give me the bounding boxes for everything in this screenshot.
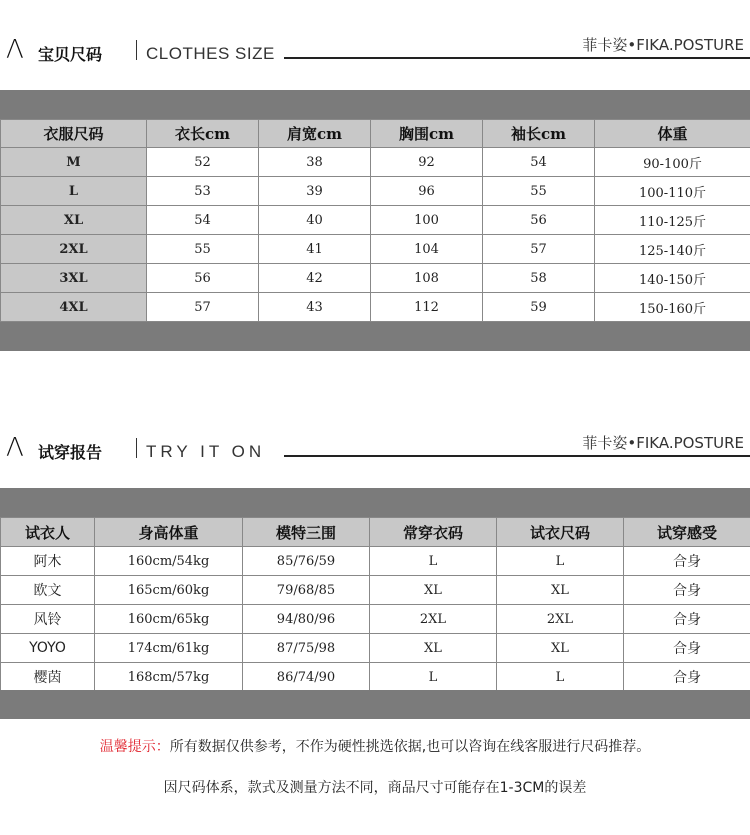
table-cell: L [370,663,497,692]
table-cell: 57 [147,293,259,322]
table-cell: 125-140斤 [595,235,750,264]
table-header-row [1,518,750,547]
section-subtitle: CLOTHES SIZE [146,44,275,63]
section-title: 试穿报告 [38,443,103,462]
table-top-band [0,488,750,517]
table-row [1,235,750,264]
table-cell: 85/76/59 [243,547,370,576]
tip-label: 温馨提示： [99,739,170,755]
table-cell: 79/68/85 [243,576,370,605]
table-cell: 38 [259,148,371,177]
header-cell: 试穿感受 [624,518,750,547]
table-cell: 92 [371,148,483,177]
header-cell: 胸围cm [371,120,483,148]
brand-label: 菲卡姿•FIKA.POSTURE [582,36,744,54]
logo-mark-icon: Λ [6,35,24,65]
table-row [1,206,750,235]
divider [136,40,137,60]
table-cell: 57 [483,235,595,264]
table-cell: 54 [483,148,595,177]
header-rule [284,455,750,457]
header-cell: 常穿衣码 [370,518,497,547]
row-label-cell: 欧文 [1,576,95,605]
header-rule [284,57,750,59]
header-cell: 试衣尺码 [497,518,624,547]
header-cell: 体重 [595,120,750,148]
table-cell: 86/74/90 [243,663,370,692]
row-label-cell: 3XL [1,264,147,293]
table-cell: 174cm/61kg [95,634,243,663]
table-cell: 140-150斤 [595,264,750,293]
table-cell: 87/75/98 [243,634,370,663]
tryon-section-header [0,434,750,474]
table-row [1,264,750,293]
row-label-cell: 4XL [1,293,147,322]
section-title: 宝贝尺码 [38,45,103,64]
table-cell: L [497,547,624,576]
row-label-cell: 阿木 [1,547,95,576]
table-cell: 2XL [497,605,624,634]
tip-text: 所有数据仅供参考，不作为硬性挑选依据,也可以咨询在线客服进行尺码推荐。 [169,739,651,755]
row-label-cell: YOYO [1,634,95,663]
table-row [1,634,750,663]
table-cell: 96 [371,177,483,206]
table-cell: 52 [147,148,259,177]
table-cell: 108 [371,264,483,293]
table-cell: 54 [147,206,259,235]
table-cell: 59 [483,293,595,322]
header-cell: 试衣人 [1,518,95,547]
table-cell: L [370,547,497,576]
table-cell: 41 [259,235,371,264]
table-top-band [0,90,750,119]
header-cell: 肩宽cm [259,120,371,148]
table-cell: 39 [259,177,371,206]
size-section-header [0,36,750,76]
table-cell: 100-110斤 [595,177,750,206]
row-label-cell: XL [1,206,147,235]
section-subtitle: TRY IT ON [146,442,266,461]
table-cell: 56 [147,264,259,293]
header-cell: 袖长cm [483,120,595,148]
brand-label: 菲卡姿•FIKA.POSTURE [582,434,744,452]
table-row [1,293,750,322]
table-cell: XL [497,576,624,605]
table-cell: 160cm/54kg [95,547,243,576]
table-cell: 58 [483,264,595,293]
table-bottom-band [0,690,750,719]
table-cell: 合身 [624,547,750,576]
row-label-cell: L [1,177,147,206]
table-cell: 合身 [624,576,750,605]
table-cell: L [497,663,624,692]
row-label-cell: 樱茵 [1,663,95,692]
table-cell: 168cm/57kg [95,663,243,692]
table-cell: 100 [371,206,483,235]
header-cell: 衣服尺码 [1,120,147,148]
table-header-row [1,120,750,148]
header-cell: 身高体重 [95,518,243,547]
table-cell: 合身 [624,634,750,663]
table-cell: 56 [483,206,595,235]
table-cell: 90-100斤 [595,148,750,177]
table-cell: XL [370,576,497,605]
table-cell: 合身 [624,605,750,634]
table-row [1,148,750,177]
table-cell: 55 [483,177,595,206]
table-cell: 150-160斤 [595,293,750,322]
table-cell: 55 [147,235,259,264]
tryon-report-table [0,517,750,692]
table-cell: 42 [259,264,371,293]
table-cell: 43 [259,293,371,322]
table-bottom-band [0,322,750,351]
table-cell: 165cm/60kg [95,576,243,605]
header-cell: 衣长cm [147,120,259,148]
tip-line [0,736,750,756]
table-cell: 合身 [624,663,750,692]
table-row [1,605,750,634]
row-label-cell: 2XL [1,235,147,264]
table-row [1,663,750,692]
table-cell: 160cm/65kg [95,605,243,634]
table-cell: 110-125斤 [595,206,750,235]
table-cell: 104 [371,235,483,264]
tip-line-2: 因尺码体系，款式及测量方法不同，商品尺寸可能存在1-3CM的误差 [163,780,587,796]
table-cell: 94/80/96 [243,605,370,634]
table-row [1,576,750,605]
table-cell: 53 [147,177,259,206]
size-chart-table [0,119,750,322]
table-cell: XL [370,634,497,663]
table-cell: 112 [371,293,483,322]
table-row [1,547,750,576]
table-row [1,177,750,206]
divider [136,438,137,458]
table-cell: 40 [259,206,371,235]
row-label-cell: M [1,148,147,177]
table-cell: XL [497,634,624,663]
row-label-cell: 风铃 [1,605,95,634]
header-cell: 模特三围 [243,518,370,547]
table-cell: 2XL [370,605,497,634]
logo-mark-icon: Λ [6,433,24,463]
